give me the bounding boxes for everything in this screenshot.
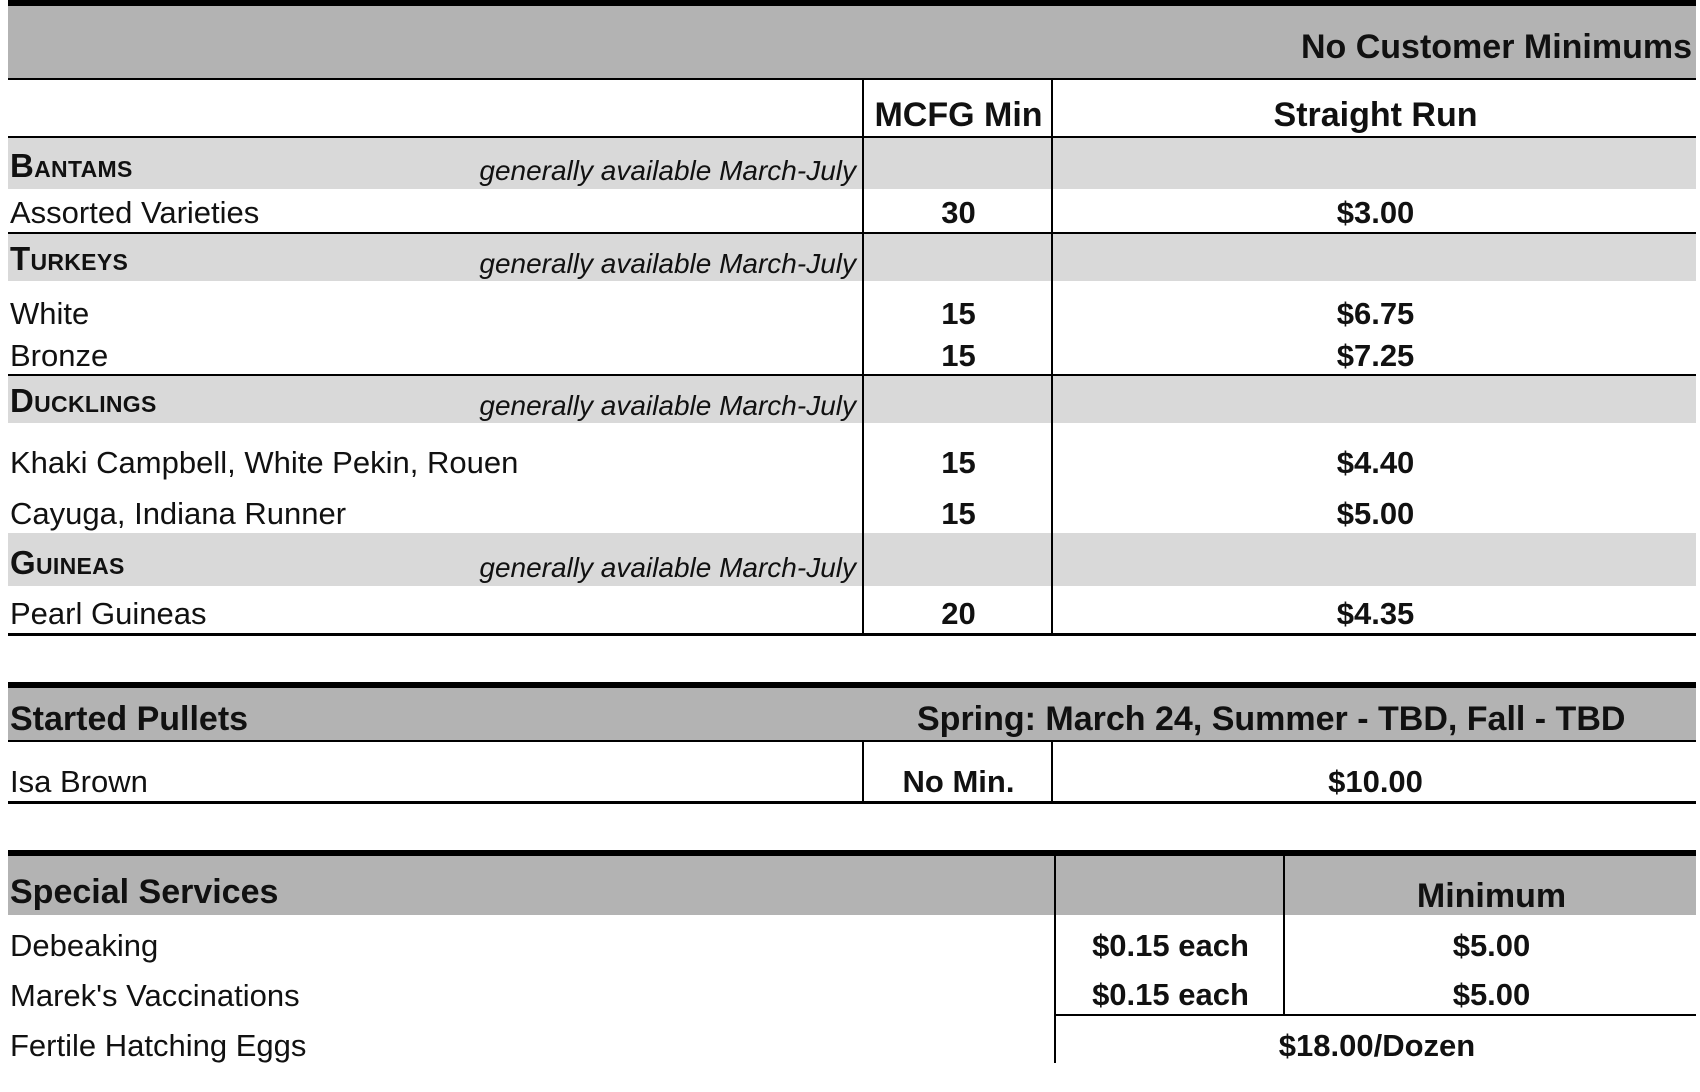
item-row — [8, 586, 1696, 634]
item-label: Isa Brown — [8, 741, 863, 803]
item-row — [8, 741, 1696, 803]
special-services-table — [8, 850, 1696, 1063]
special-services-title: Special Services — [8, 853, 1055, 915]
item-min: 15 — [863, 281, 1052, 331]
no-customer-minimums-heading: No Customer Minimums — [8, 3, 1696, 79]
availability-note: generally available March-July — [479, 248, 856, 279]
services-header-row — [8, 853, 1696, 915]
started-pullets-title: Started Pullets — [8, 685, 863, 741]
availability-note: generally available March-July — [479, 155, 856, 186]
category-row-turkeys — [8, 233, 1696, 281]
mcfg-min-header: MCFG Min — [863, 79, 1052, 137]
category-name: Turkeys — [10, 240, 129, 277]
availability-note: generally available March-July — [479, 390, 856, 421]
service-row — [8, 965, 1696, 1015]
item-price: $4.35 — [1052, 586, 1696, 634]
item-min: 20 — [863, 586, 1052, 634]
item-price: $10.00 — [1052, 741, 1696, 803]
service-price: $0.15 each — [1055, 915, 1284, 965]
item-label: White — [10, 296, 90, 331]
item-price: $4.40 — [1336, 445, 1415, 480]
service-label: Fertile Hatching Eggs — [10, 1028, 307, 1063]
column-header-row — [8, 79, 1696, 137]
item-min: 15 — [863, 331, 1052, 375]
poultry-header-row — [8, 3, 1696, 79]
item-price: $7.25 — [1052, 331, 1696, 375]
service-label: Marek's Vaccinations — [10, 978, 300, 1013]
item-min: No Min. — [863, 741, 1052, 803]
item-min: 15 — [863, 481, 1052, 533]
category-row-guineas — [8, 533, 1696, 586]
started-pullets-table — [8, 682, 1696, 805]
hatching-eggs-price: $18.00/Dozen — [1055, 1015, 1696, 1063]
pullets-header-row — [8, 685, 1696, 741]
availability-note: generally available March-July — [479, 552, 856, 583]
minimum-header: Minimum — [1284, 853, 1696, 915]
category-name: Guineas — [10, 544, 125, 581]
service-row — [8, 1015, 1696, 1063]
item-min: 30 — [863, 189, 1052, 233]
item-label: Khaki Campbell, White Pekin, Rouen — [10, 445, 519, 480]
poultry-price-table — [8, 0, 1696, 636]
item-label: Assorted Varieties — [8, 189, 863, 233]
item-label: Bronze — [8, 331, 863, 375]
category-row-ducklings — [8, 375, 1696, 423]
category-name: Ducklings — [10, 382, 157, 419]
category-name: Bantams — [10, 147, 133, 184]
service-row — [8, 915, 1696, 965]
item-row — [8, 189, 1696, 233]
item-row — [8, 423, 1696, 481]
service-minimum: $5.00 — [1452, 928, 1531, 963]
item-price: $3.00 — [1052, 189, 1696, 233]
straight-run-header: Straight Run — [1052, 79, 1696, 137]
item-row — [8, 281, 1696, 331]
pullets-schedule: Spring: March 24, Summer - TBD, Fall - TBD — [863, 685, 1696, 741]
item-min: 15 — [863, 423, 1052, 481]
price-sheet — [8, 0, 1696, 1063]
service-minimum: $5.00 — [1284, 965, 1696, 1015]
item-row — [8, 331, 1696, 375]
service-label: Debeaking — [10, 928, 159, 963]
category-row-bantams — [8, 137, 1696, 189]
item-price: $5.00 — [1336, 496, 1415, 531]
item-price: $6.75 — [1336, 296, 1415, 331]
service-price: $0.15 each — [1055, 965, 1284, 1015]
item-label: Cayuga, Indiana Runner — [10, 496, 347, 531]
item-row — [8, 481, 1696, 533]
item-label: Pearl Guineas — [8, 586, 863, 634]
